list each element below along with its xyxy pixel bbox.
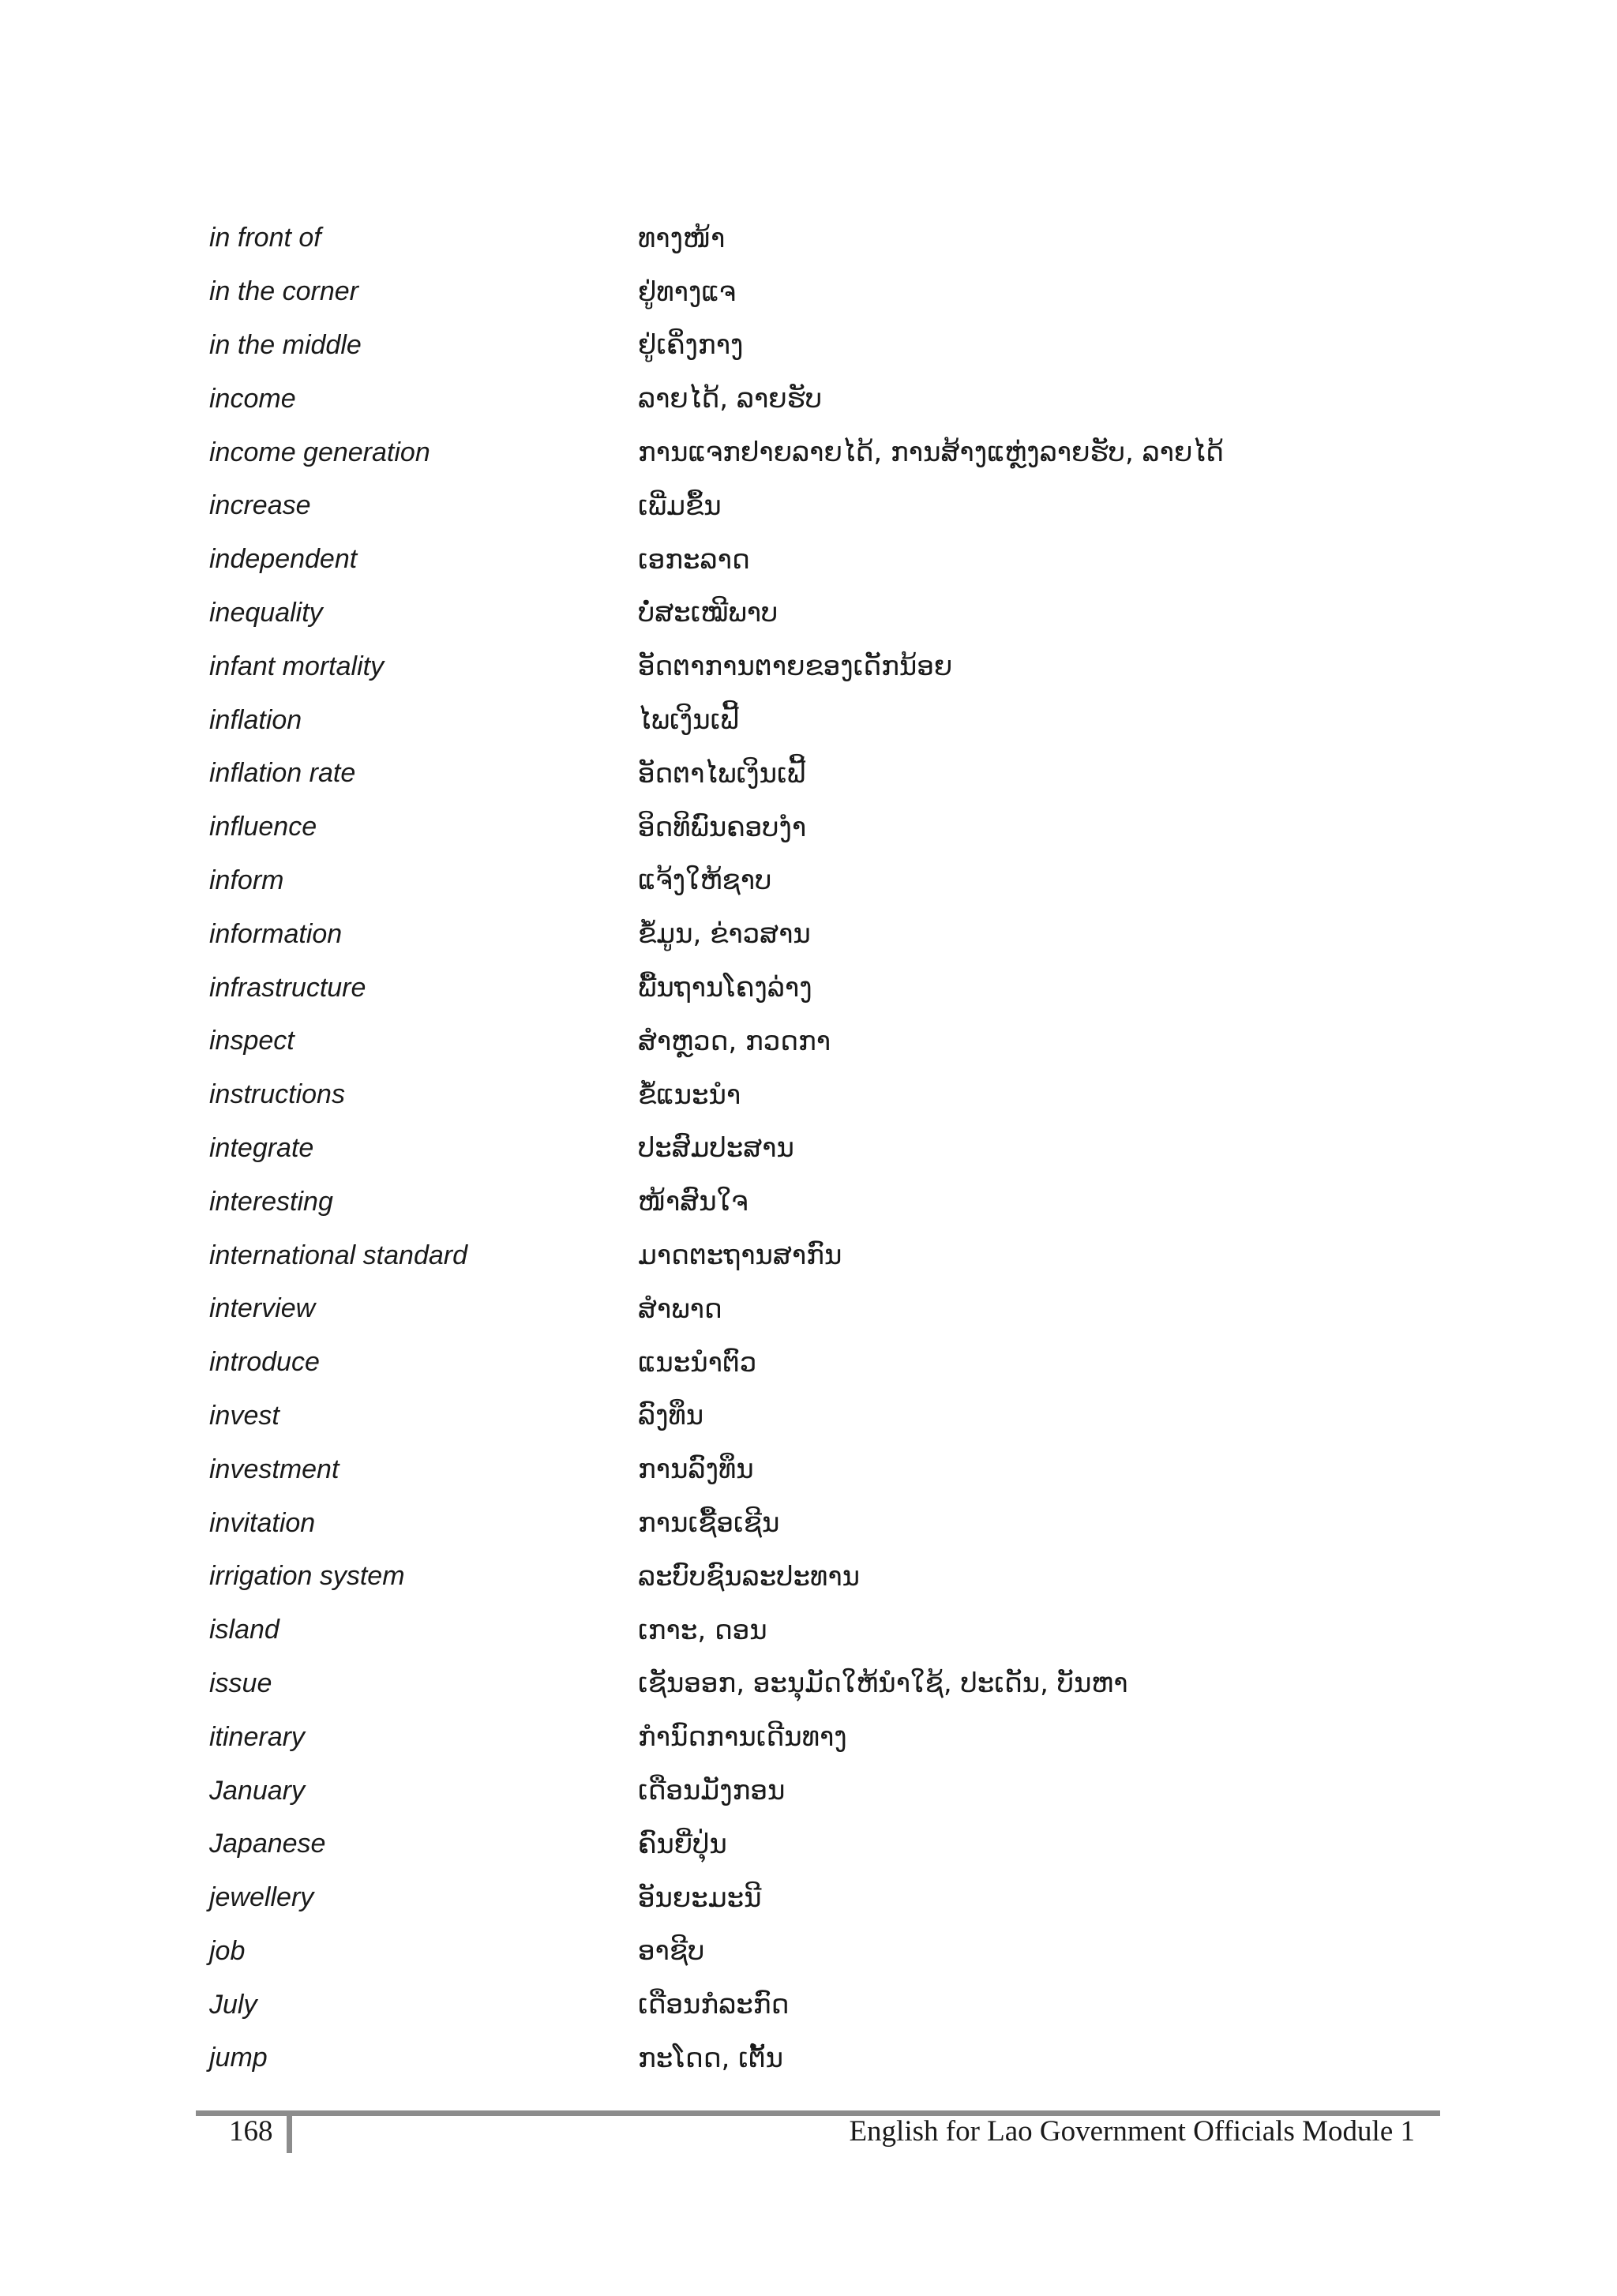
- lao-translation: ອິດທິພົນຄອບງຳ: [638, 811, 807, 843]
- english-term: increase: [209, 490, 311, 521]
- glossary-entry: [209, 1068, 1473, 1122]
- glossary-entry: [209, 265, 1473, 319]
- lao-translation: ຂໍ້ມູນ, ຂ່າວສານ: [638, 918, 811, 951]
- glossary-entry: [209, 1978, 1473, 2032]
- glossary-entry: [209, 372, 1473, 426]
- english-term: Japanese: [209, 1829, 326, 1859]
- lao-translation: ອັດຕາການຕາຍຂອງເດັກນ້ອຍ: [638, 651, 953, 683]
- english-term: issue: [209, 1668, 272, 1698]
- lao-translation: ໜ້າສົນໃຈ: [638, 1186, 748, 1218]
- lao-translation: ອັດຕາໄພເງິນເຟີ້: [638, 757, 806, 790]
- lao-translation: ແຈ້ງໃຫ້ຊາບ: [638, 865, 772, 897]
- glossary-entry: [209, 212, 1473, 265]
- english-term: investment: [209, 1454, 340, 1484]
- glossary-entry: [209, 1443, 1473, 1496]
- english-term: independent: [209, 544, 358, 575]
- english-term: inspect: [209, 1026, 295, 1056]
- english-term: introduce: [209, 1347, 320, 1378]
- glossary-entry: [209, 1496, 1473, 1550]
- lao-translation: ຢູ່ເຄິ່ງກາງ: [638, 329, 744, 362]
- english-term: inflation rate: [209, 758, 356, 789]
- english-term: July: [209, 1989, 257, 2020]
- english-term: irrigation system: [209, 1561, 405, 1592]
- lao-translation: ການລົງທຶນ: [638, 1454, 754, 1486]
- english-term: income: [209, 383, 296, 414]
- glossary-entry: [209, 693, 1473, 747]
- glossary-entry: [209, 479, 1473, 533]
- lao-translation: ການແຈກຢາຍລາຍໄດ້, ການສ້າງແຫຼ່ງລາຍຮັບ, ລາຍໄດ້: [638, 437, 1224, 469]
- english-term: interesting: [209, 1186, 333, 1217]
- glossary-entry: [209, 1229, 1473, 1282]
- glossary-entry: [209, 1710, 1473, 1764]
- english-term: in front of: [209, 223, 321, 253]
- lao-translation: ສຳພາດ: [638, 1292, 722, 1325]
- english-term: in the middle: [209, 329, 362, 360]
- glossary-entry: [209, 1764, 1473, 1818]
- glossary-entry: [209, 533, 1473, 587]
- english-term: jewellery: [209, 1882, 314, 1913]
- lao-translation: ກຳນົດການເດີນທາງ: [638, 1721, 847, 1754]
- lao-translation: ລະບົບຊົນລະປະທານ: [638, 1560, 861, 1593]
- lao-translation: ເດືອນກໍລະກົດ: [638, 1989, 790, 2021]
- glossary-entry: [209, 640, 1473, 693]
- glossary-list: [209, 212, 1473, 2085]
- lao-translation: ເພີ່ມຂຶ້ນ: [638, 490, 722, 522]
- lao-translation: ແນະນຳຕົວ: [638, 1346, 757, 1379]
- english-term: inform: [209, 865, 284, 895]
- english-term: January: [209, 1775, 305, 1806]
- lao-translation: ມາດຕະຖານສາກົນ: [638, 1240, 842, 1272]
- glossary-entry: [209, 426, 1473, 479]
- glossary-entry: [209, 1390, 1473, 1443]
- english-term: jump: [209, 2043, 268, 2073]
- english-term: invitation: [209, 1507, 316, 1538]
- glossary-entry: [209, 319, 1473, 373]
- glossary-entry: [209, 801, 1473, 854]
- lao-translation: ເຊັນອອກ, ອະນຸມັດໃຫ້ນຳໃຊ້, ປະເດັນ, ບັນຫາ: [638, 1668, 1128, 1700]
- english-term: in the corner: [209, 276, 358, 307]
- lao-translation: ອັນຍະມະນີ: [638, 1881, 762, 1914]
- english-term: income generation: [209, 437, 430, 467]
- page-number: 168: [229, 2115, 273, 2148]
- lao-translation: ກະໂດດ, ເຕັ້ນ: [638, 2042, 784, 2074]
- lao-translation: ສຳຫຼວດ, ກວດກາ: [638, 1025, 831, 1057]
- english-term: inequality: [209, 597, 323, 628]
- lao-translation: ການເຊື້ອເຊີນ: [638, 1507, 780, 1540]
- glossary-entry: [209, 854, 1473, 908]
- english-term: influence: [209, 812, 317, 842]
- glossary-entry: [209, 907, 1473, 961]
- lao-translation: ລົງທຶນ: [638, 1400, 704, 1432]
- glossary-entry: [209, 1818, 1473, 1871]
- glossary-entry: [209, 1282, 1473, 1336]
- english-term: instructions: [209, 1079, 345, 1110]
- lao-translation: ທາງໜ້າ: [638, 222, 726, 254]
- english-term: island: [209, 1615, 280, 1645]
- lao-translation: ຢູ່ທາງແຈ: [638, 276, 737, 308]
- glossary-entry: [209, 2032, 1473, 2085]
- glossary-entry: [209, 1175, 1473, 1229]
- glossary-entry: [209, 1604, 1473, 1657]
- english-term: international standard: [209, 1240, 468, 1270]
- glossary-entry: [209, 1122, 1473, 1176]
- lao-translation: ເອກະລາດ: [638, 543, 750, 576]
- english-term: integrate: [209, 1132, 314, 1163]
- lao-translation: ຄົນຍີ່ປຸ່ນ: [638, 1828, 727, 1860]
- english-term: infrastructure: [209, 972, 366, 1003]
- glossary-entry: [209, 1550, 1473, 1604]
- lao-translation: ເກາະ, ດອນ: [638, 1614, 767, 1646]
- english-term: inflation: [209, 704, 302, 735]
- glossary-entry: [209, 1336, 1473, 1390]
- glossary-entry: [209, 961, 1473, 1015]
- glossary-entry: [209, 1871, 1473, 1925]
- lao-translation: ຂໍ້ແນະນຳ: [638, 1079, 741, 1111]
- lao-translation: ປະສົມປະສານ: [638, 1132, 794, 1165]
- running-footer-title: English for Lao Government Officials Module 1: [849, 2115, 1415, 2148]
- glossary-entry: [209, 1657, 1473, 1711]
- glossary-entry: [209, 747, 1473, 801]
- lao-translation: ບໍ່ສະເໝີພາບ: [638, 597, 778, 629]
- english-term: infant mortality: [209, 651, 385, 681]
- lao-translation: ລາຍໄດ້, ລາຍຮັບ: [638, 383, 823, 415]
- glossary-entry: [209, 1925, 1473, 1979]
- english-term: job: [209, 1935, 246, 1966]
- glossary-entry: [209, 587, 1473, 640]
- footer-divider: [287, 2116, 292, 2153]
- english-term: invest: [209, 1400, 280, 1431]
- lao-translation: ອາຊີບ: [638, 1935, 705, 1968]
- english-term: itinerary: [209, 1721, 305, 1752]
- lao-translation: ໄພເງິນເຟີ້: [638, 704, 739, 737]
- lao-translation: ພື້ນຖານໂຄງລ່າງ: [638, 972, 812, 1004]
- lao-translation: ເດືອນມັງກອນ: [638, 1775, 786, 1806]
- english-term: interview: [209, 1293, 316, 1324]
- glossary-entry: [209, 1015, 1473, 1068]
- english-term: information: [209, 918, 343, 949]
